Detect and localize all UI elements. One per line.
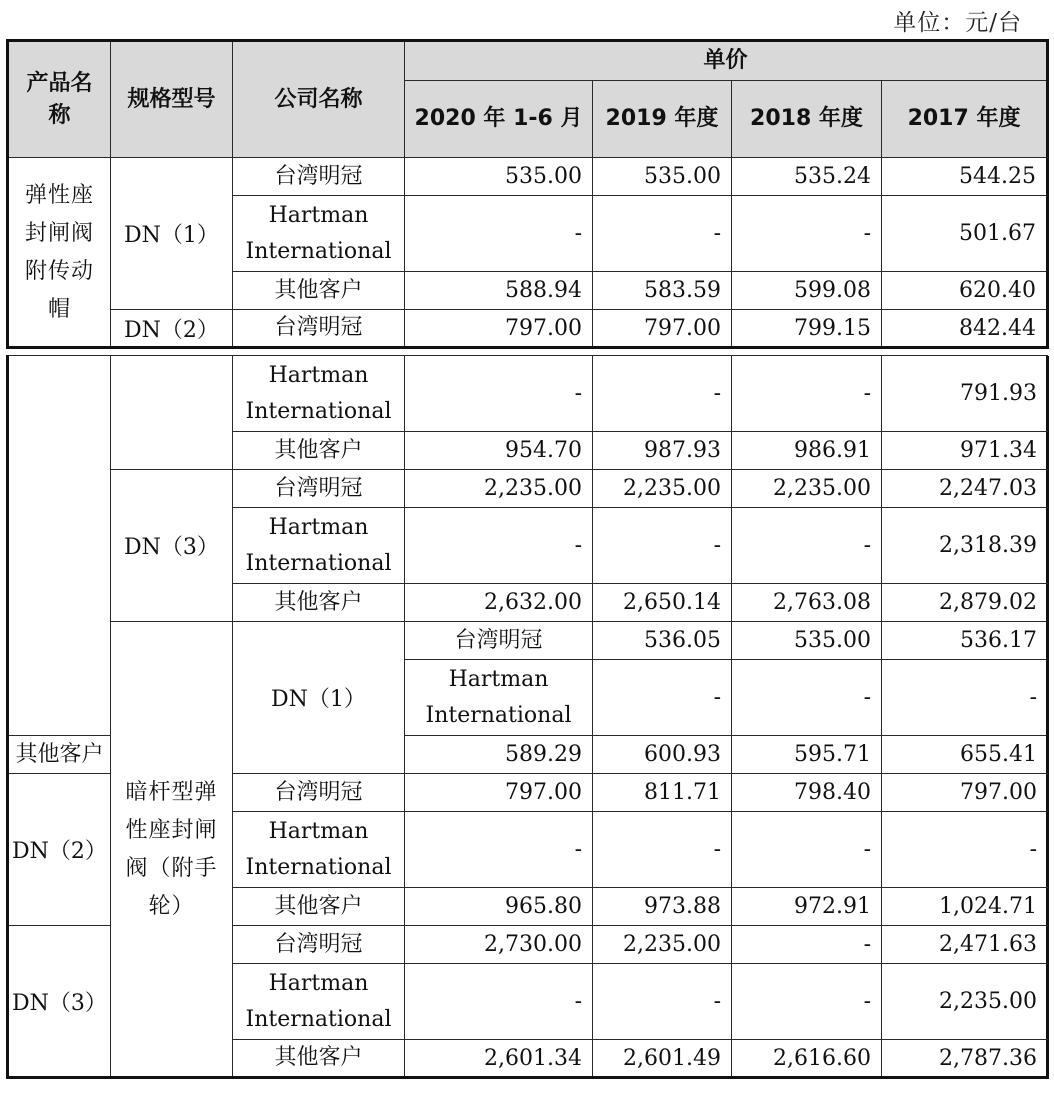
price-table-part-1 [6,39,1049,349]
price-cell: 797.00 [405,774,593,812]
company-cell: 其他客户 [233,888,405,926]
header-period: 2020 年 1-6 月 [405,81,593,158]
price-cell: - [732,356,882,432]
price-table-part-2 [6,355,1049,1079]
price-cell: 620.40 [882,272,1048,310]
price-cell: 1,024.71 [882,888,1048,926]
price-cell: 842.44 [882,310,1048,348]
price-cell: - [405,356,593,432]
header-product: 产品名称 [8,41,111,158]
price-cell: 2,235.00 [405,470,593,508]
table-row [8,622,1048,660]
company-cell: 其他客户 [233,584,405,622]
product-name-cell [8,356,111,736]
price-cell: 583.59 [593,272,732,310]
price-cell: - [732,508,882,584]
price-cell: 2,471.63 [882,926,1048,964]
price-cell: 2,616.60 [732,1040,882,1078]
spec-cell: DN（2） [8,774,111,926]
price-cell: - [405,812,593,888]
price-cell: - [405,508,593,584]
header-unit-price: 单价 [405,41,1048,81]
price-cell: 2,235.00 [732,470,882,508]
price-cell: 811.71 [593,774,732,812]
price-cell: 799.15 [732,310,882,348]
company-cell: 其他客户 [233,432,405,470]
price-cell: 2,247.03 [882,470,1048,508]
table-row [8,356,1048,432]
price-cell: 2,879.02 [882,584,1048,622]
price-cell: 2,787.36 [882,1040,1048,1078]
price-cell: 535.00 [732,622,882,660]
price-cell: 2,235.00 [593,926,732,964]
price-cell: 798.40 [732,774,882,812]
price-cell: 535.24 [732,158,882,196]
price-cell: - [593,964,732,1040]
price-cell: - [732,660,882,736]
company-cell: 台湾明冠 [233,310,405,348]
price-cell: - [405,964,593,1040]
price-cell: 2,601.34 [405,1040,593,1078]
price-cell: 2,601.49 [593,1040,732,1078]
price-cell: 2,318.39 [882,508,1048,584]
price-cell: 2,235.00 [882,964,1048,1040]
company-cell: Hartman International [233,508,405,584]
price-cell: 588.94 [405,272,593,310]
spec-cell: DN（2） [111,310,233,348]
price-cell: 535.00 [593,158,732,196]
company-cell: Hartman International [233,196,405,272]
price-cell: - [593,660,732,736]
price-cell: 544.25 [882,158,1048,196]
price-cell: 536.05 [593,622,732,660]
price-cell: 2,730.00 [405,926,593,964]
company-cell: 台湾明冠 [233,926,405,964]
header-row-top [8,41,1048,81]
price-cell: 2,632.00 [405,584,593,622]
price-cell: 954.70 [405,432,593,470]
price-cell: - [882,812,1048,888]
price-cell: - [732,964,882,1040]
price-cell: 595.71 [732,736,882,774]
spec-cell: DN（1） [111,158,233,310]
price-cell: 599.08 [732,272,882,310]
table-row [8,158,1048,196]
price-cell: 791.93 [882,356,1048,432]
spec-cell: DN（3） [111,470,233,622]
price-cell: - [593,356,732,432]
price-cell: 2,763.08 [732,584,882,622]
spec-cell: DN（1） [233,622,405,774]
price-cell: - [593,196,732,272]
company-cell: 其他客户 [233,1040,405,1078]
company-cell: 其他客户 [233,272,405,310]
table-row [8,470,1048,508]
price-cell: - [593,508,732,584]
price-cell: 965.80 [405,888,593,926]
company-cell: Hartman International [233,356,405,432]
price-cell: 655.41 [882,736,1048,774]
price-cell: 589.29 [405,736,593,774]
product-name-cell: 暗杆型弹性座封闸阀（附手轮） [111,622,233,1078]
price-cell: - [593,812,732,888]
table-row [8,310,1048,348]
price-cell: 797.00 [405,310,593,348]
price-cell: 535.00 [405,158,593,196]
header-spec: 规格型号 [111,41,233,158]
price-cell: 797.00 [882,774,1048,812]
price-cell: - [732,812,882,888]
price-cell: 2,235.00 [593,470,732,508]
price-cell: - [882,660,1048,736]
price-cell: 600.93 [593,736,732,774]
price-cell: 972.91 [732,888,882,926]
header-period: 2017 年度 [882,81,1048,158]
unit-label: 单位：元/台 [893,10,1022,36]
price-cell: 971.34 [882,432,1048,470]
company-cell: 台湾明冠 [233,470,405,508]
price-cell: - [732,926,882,964]
price-cell: 973.88 [593,888,732,926]
header-company: 公司名称 [233,41,405,158]
company-cell: Hartman International [405,660,593,736]
company-cell: Hartman International [233,812,405,888]
product-name-cell: 弹性座封闸阀附传动帽 [8,158,111,348]
company-cell: 台湾明冠 [405,622,593,660]
spec-cell: DN（3） [8,926,111,1078]
price-cell: 797.00 [593,310,732,348]
header-period: 2018 年度 [732,81,882,158]
price-cell: 501.67 [882,196,1048,272]
price-cell: 2,650.14 [593,584,732,622]
spec-cell [111,356,233,470]
header-period: 2019 年度 [593,81,732,158]
price-cell: 536.17 [882,622,1048,660]
company-cell: 台湾明冠 [233,774,405,812]
company-cell: Hartman International [233,964,405,1040]
price-cell: - [732,196,882,272]
price-cell: 986.91 [732,432,882,470]
price-cell: - [405,196,593,272]
price-cell: 987.93 [593,432,732,470]
company-cell: 台湾明冠 [233,158,405,196]
company-cell: 其他客户 [8,736,111,774]
